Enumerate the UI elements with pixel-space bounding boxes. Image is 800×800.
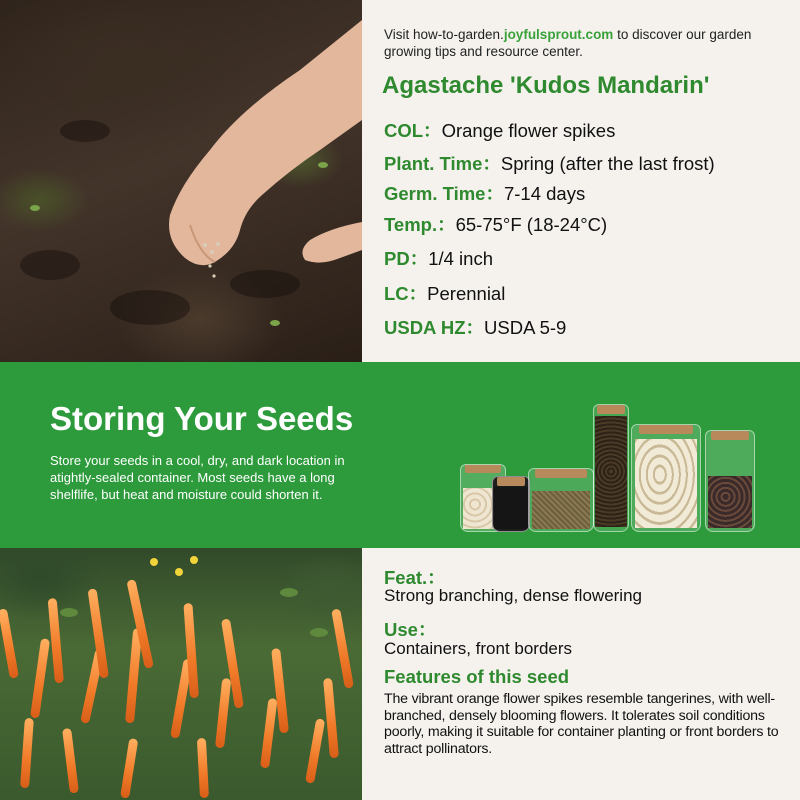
- spec-value: Perennial: [427, 283, 506, 304]
- spec-value: 1/4 inch: [428, 248, 493, 269]
- jar-tall-dark-seeds: [593, 404, 629, 532]
- bottom-section: [0, 548, 800, 800]
- spec-color: [384, 117, 615, 143]
- features-panel: [362, 548, 800, 800]
- jar-pumpkin-seeds: [631, 424, 701, 532]
- spec-label: LC：: [384, 283, 428, 304]
- spec-label: PD：: [384, 248, 429, 269]
- jar-fine-seeds: [528, 468, 594, 532]
- storing-title: Storing Your Seeds: [50, 400, 354, 437]
- seed-features-text: The vibrant orange flower spikes resemble tangerines, with well-branched, densely blooming flowers. It tolerates soil conditions poorly, making it suitable for container planting or front borders to attract pollinators.: [384, 691, 779, 757]
- storing-seeds-band: [0, 362, 800, 548]
- use-label: Use：: [384, 619, 437, 640]
- spec-value: 65-75°F (18-24°C): [455, 214, 608, 235]
- top-section: [0, 0, 800, 362]
- seed-jars-illustration: [455, 382, 765, 532]
- spec-label: Germ. Time：: [384, 183, 504, 204]
- spec-plant-time: [384, 150, 715, 176]
- spec-value: Spring (after the last frost): [500, 153, 715, 174]
- use-value: Containers, front borders: [384, 639, 573, 658]
- spec-usda-zone: [384, 314, 566, 340]
- visit-suffix: to discover our garden growing tips and resource center.: [384, 27, 752, 59]
- orange-agastache-flowers-photo: [0, 548, 362, 800]
- spec-life-cycle: [384, 280, 505, 306]
- brand-link[interactable]: joyfulsprout.com: [503, 27, 614, 42]
- plant-info-panel: [362, 0, 800, 362]
- spec-label: USDA HZ：: [384, 317, 485, 338]
- visit-note: [384, 26, 784, 60]
- hand-sowing-seeds-photo: [0, 0, 362, 362]
- jar-black-seeds: [492, 476, 530, 532]
- spec-germ-time: [384, 180, 585, 206]
- spec-label: Plant. Time：: [384, 153, 501, 174]
- hand-illustration: [0, 0, 362, 362]
- feat-value: Strong branching, dense flowering: [384, 586, 642, 605]
- jar-mixed-beans: [705, 430, 755, 532]
- spec-planting-depth: [384, 245, 493, 271]
- plant-title: Agastache 'Kudos Mandarin': [382, 72, 710, 99]
- visit-prefix: Visit how-to-garden.: [384, 27, 504, 42]
- spec-temperature: [384, 211, 607, 237]
- spec-value: Orange flower spikes: [441, 120, 616, 141]
- spec-value: 7-14 days: [503, 183, 586, 204]
- seed-features-heading: Features of this seed: [384, 666, 570, 687]
- spec-value: USDA 5-9: [484, 317, 567, 338]
- storing-text: Store your seeds in a cool, dry, and dark location in atightly-sealed container. Most seeds have a long shelflife, but heat and moisture could shorten it.: [50, 453, 345, 502]
- feat-label: Feat.：: [384, 567, 446, 588]
- spec-label: COL：: [384, 120, 442, 141]
- spec-label: Temp.：: [384, 214, 456, 235]
